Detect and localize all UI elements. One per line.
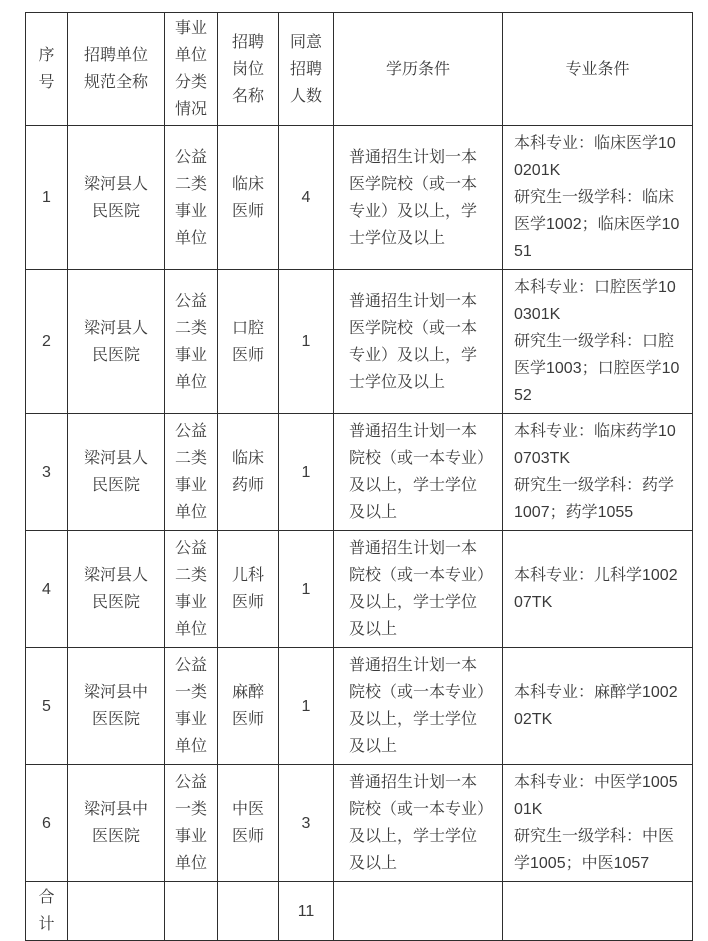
header-row bbox=[26, 13, 693, 126]
table-body bbox=[26, 126, 693, 941]
cell-institution-category: 公益一类事业单位 bbox=[165, 765, 218, 882]
footer-empty-cell bbox=[334, 882, 503, 941]
cell-headcount: 3 bbox=[279, 765, 334, 882]
cell-headcount: 4 bbox=[279, 126, 334, 270]
cell-education-requirement: 普通招生计划一本院校（或一本专业）及以上，学士学位及以上 bbox=[334, 648, 503, 765]
major-paragraph: 本科专业：儿科学100207TK bbox=[514, 567, 678, 611]
header-category: 事业单位分类情况 bbox=[165, 13, 218, 126]
cell-recruiting-unit: 梁河县中医医院 bbox=[68, 648, 165, 765]
cell-education-requirement: 普通招生计划一本医学院校（或一本专业）及以上，学士学位及以上 bbox=[334, 270, 503, 414]
footer-empty-cell bbox=[218, 882, 279, 941]
cell-education-requirement: 普通招生计划一本院校（或一本专业）及以上，学士学位及以上 bbox=[334, 765, 503, 882]
cell-major-requirement bbox=[503, 765, 693, 882]
cell-recruiting-unit: 梁河县中医医院 bbox=[68, 765, 165, 882]
cell-serial-number: 1 bbox=[26, 126, 68, 270]
header-major: 专业条件 bbox=[503, 13, 693, 126]
header-position: 招聘岗位名称 bbox=[218, 13, 279, 126]
recruitment-table bbox=[25, 12, 693, 941]
cell-education-requirement: 普通招生计划一本医学院校（或一本专业）及以上，学士学位及以上 bbox=[334, 126, 503, 270]
cell-education-requirement: 普通招生计划一本院校（或一本专业）及以上，学士学位及以上 bbox=[334, 414, 503, 531]
cell-institution-category: 公益二类事业单位 bbox=[165, 414, 218, 531]
major-paragraph: 本科专业：麻醉学100202TK bbox=[514, 684, 678, 728]
cell-serial-number: 6 bbox=[26, 765, 68, 882]
table-row bbox=[26, 414, 693, 531]
cell-position-name: 口腔医师 bbox=[218, 270, 279, 414]
cell-institution-category: 公益一类事业单位 bbox=[165, 648, 218, 765]
header-education: 学历条件 bbox=[334, 13, 503, 126]
cell-position-name: 临床医师 bbox=[218, 126, 279, 270]
cell-headcount: 1 bbox=[279, 270, 334, 414]
table-header bbox=[26, 13, 693, 126]
cell-serial-number: 2 bbox=[26, 270, 68, 414]
footer-row bbox=[26, 882, 693, 941]
footer-empty-cell bbox=[503, 882, 693, 941]
cell-headcount: 1 bbox=[279, 648, 334, 765]
cell-headcount: 1 bbox=[279, 414, 334, 531]
cell-recruiting-unit: 梁河县人民医院 bbox=[68, 531, 165, 648]
table-row bbox=[26, 765, 693, 882]
header-unit: 招聘单位规范全称 bbox=[68, 13, 165, 126]
cell-major-requirement bbox=[503, 270, 693, 414]
cell-position-name: 中医医师 bbox=[218, 765, 279, 882]
major-paragraph: 研究生一级学科：临床医学1002；临床医学1051 bbox=[514, 189, 680, 260]
header-count: 同意招聘人数 bbox=[279, 13, 334, 126]
table-row bbox=[26, 270, 693, 414]
cell-institution-category: 公益二类事业单位 bbox=[165, 531, 218, 648]
footer-total-label: 合计 bbox=[26, 882, 68, 941]
footer-empty-cell bbox=[165, 882, 218, 941]
table-row bbox=[26, 126, 693, 270]
table-row bbox=[26, 648, 693, 765]
cell-headcount: 1 bbox=[279, 531, 334, 648]
page bbox=[0, 12, 708, 933]
cell-serial-number: 4 bbox=[26, 531, 68, 648]
cell-major-requirement bbox=[503, 414, 693, 531]
cell-institution-category: 公益二类事业单位 bbox=[165, 270, 218, 414]
cell-position-name: 儿科医师 bbox=[218, 531, 279, 648]
cell-institution-category: 公益二类事业单位 bbox=[165, 126, 218, 270]
major-paragraph: 本科专业：口腔医学100301K bbox=[514, 279, 676, 323]
cell-major-requirement bbox=[503, 648, 693, 765]
major-paragraph: 本科专业：临床药学100703TK bbox=[514, 423, 676, 467]
cell-serial-number: 3 bbox=[26, 414, 68, 531]
header-no: 序号 bbox=[26, 13, 68, 126]
major-paragraph: 本科专业：临床医学100201K bbox=[514, 135, 676, 179]
cell-recruiting-unit: 梁河县人民医院 bbox=[68, 126, 165, 270]
cell-recruiting-unit: 梁河县人民医院 bbox=[68, 414, 165, 531]
footer-empty-cell bbox=[68, 882, 165, 941]
major-paragraph: 研究生一级学科：药学1007；药学1055 bbox=[514, 477, 675, 521]
cell-position-name: 麻醉医师 bbox=[218, 648, 279, 765]
table-row bbox=[26, 531, 693, 648]
cell-major-requirement bbox=[503, 531, 693, 648]
major-paragraph: 研究生一级学科：中医学1005；中医1057 bbox=[514, 828, 675, 872]
cell-major-requirement bbox=[503, 126, 693, 270]
cell-education-requirement: 普通招生计划一本院校（或一本专业）及以上，学士学位及以上 bbox=[334, 531, 503, 648]
footer-total-count: 11 bbox=[279, 882, 334, 941]
major-paragraph: 研究生一级学科：口腔医学1003；口腔医学1052 bbox=[514, 333, 680, 404]
major-paragraph: 本科专业：中医学100501K bbox=[514, 774, 678, 818]
cell-position-name: 临床药师 bbox=[218, 414, 279, 531]
cell-recruiting-unit: 梁河县人民医院 bbox=[68, 270, 165, 414]
cell-serial-number: 5 bbox=[26, 648, 68, 765]
